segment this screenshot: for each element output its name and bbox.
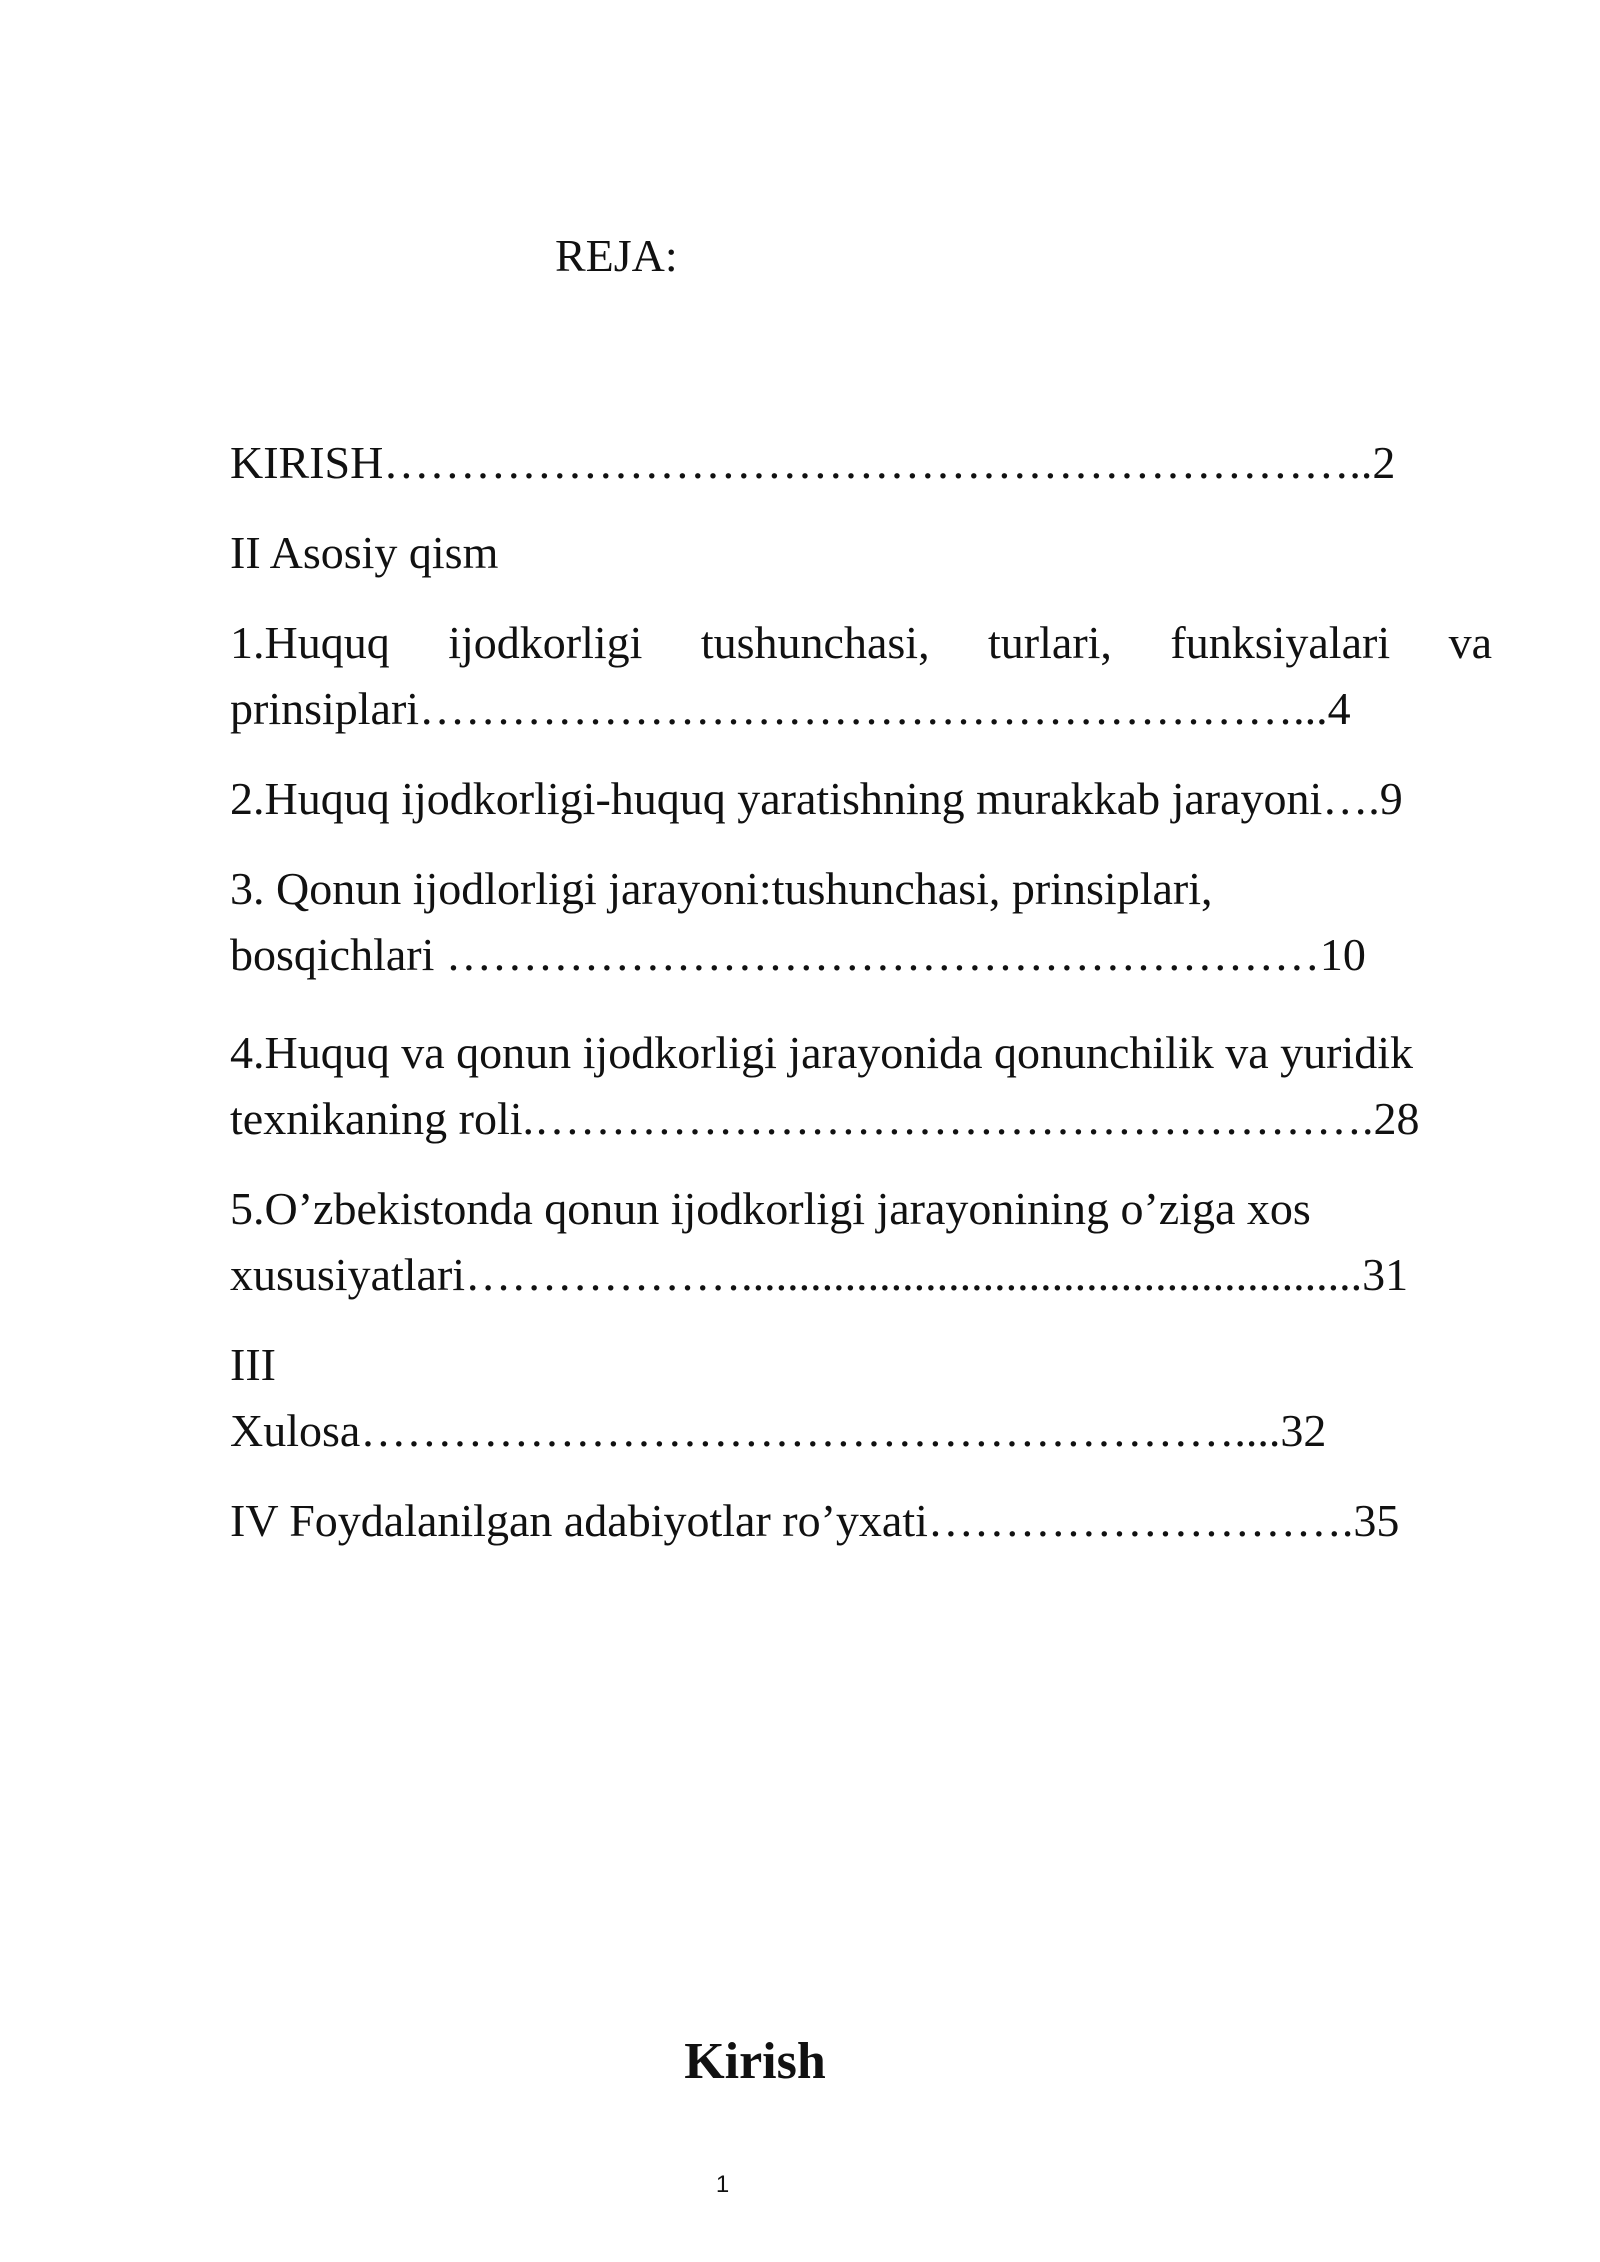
- toc-entry-line-1: 4.Huquq va qonun ijodkorligi jarayonida qonunchilik va yuridik: [230, 1027, 1414, 1078]
- toc-entry-line-2: bosqichlari …………………………………………………10: [230, 929, 1366, 980]
- toc-word: va: [1448, 617, 1492, 668]
- toc-entry-line-2: prinsiplari…………………………………………………...4: [230, 683, 1351, 734]
- plan-title: REJA:: [555, 230, 678, 281]
- page-number: 1: [715, 2171, 730, 2198]
- toc-entry-4: [230, 1020, 1492, 1152]
- toc-section-adabiyotlar: [230, 1488, 1492, 1554]
- toc-entry-kirish: [230, 430, 1492, 496]
- toc-entry-1: [230, 610, 1492, 742]
- toc-entry-text: KIRISH………………………………………………………..2: [230, 437, 1396, 488]
- toc-entry-2: [230, 766, 1492, 832]
- toc-entry-line-1: 3. Qonun ijodlorligi jarayoni:tushunchasi, prinsiplari,: [230, 863, 1213, 914]
- toc-entry-text: IV Foydalanilgan adabiyotlar ro’yxati……………………….35: [230, 1495, 1400, 1546]
- toc-word: funksiyalari: [1170, 617, 1391, 668]
- section-heading: Kirish: [684, 2033, 826, 2090]
- toc-section-xulosa: [230, 1332, 1492, 1464]
- toc-entry-line-2: Xulosa…………………………………………………....32: [230, 1405, 1327, 1456]
- toc-entry-line-1: [230, 610, 1492, 676]
- toc-entry-text: 2.Huquq ijodkorligi-huquq yaratishning murakkab jarayoni….9: [230, 773, 1403, 824]
- toc-entry-3: [230, 856, 1492, 988]
- toc-entry-line-2: xususiyatlari………………......................................................31: [230, 1249, 1409, 1300]
- toc-word: turlari,: [988, 617, 1112, 668]
- toc-entry-line-1: 5.O’zbekistonda qonun ijodkorligi jarayonining o’ziga xos: [230, 1183, 1311, 1234]
- toc-entry-5: [230, 1176, 1492, 1308]
- toc-section-asosiy-qism: [230, 520, 1492, 586]
- toc-section-text: II Asosiy qism: [230, 527, 499, 578]
- toc-word: 1.Huquq: [230, 617, 390, 668]
- toc-entry-line-1: III: [230, 1339, 276, 1390]
- toc-word: tushunchasi,: [700, 617, 930, 668]
- toc-word: ijodkorligi: [448, 617, 643, 668]
- toc-entry-line-2: texnikaning roli.……………………………………………….28: [230, 1093, 1420, 1144]
